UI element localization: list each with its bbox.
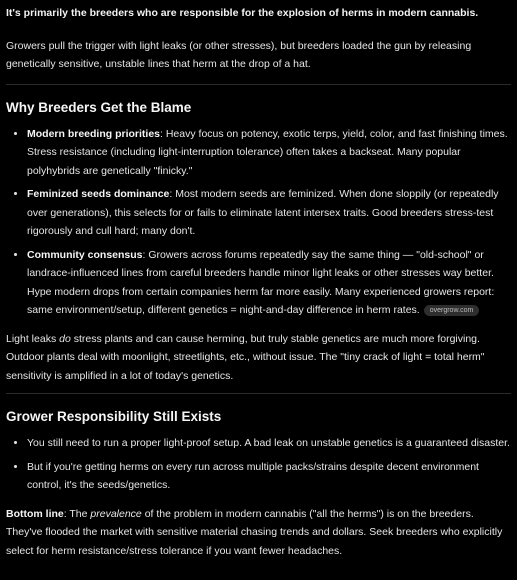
bottom-line-label: Bottom line [6,507,64,520]
list-item-text: : Most modern seeds are feminized. When done sloppily (or repeatedly over generations), this selects for or fails to eliminate latent intersex traits. Good breeders stress-test rigorously and cull hard; many don't. [27,188,499,237]
list-item-term: Community consensus [27,248,143,261]
list-item-text: : Heavy focus on potency, exotic terps, yield, color, and fast finishing times. Stress resistance (including light-interruption tolerance) often takes a backseat. Many popular polyhybrids are genetically "finicky." [27,127,508,177]
divider [6,84,511,85]
list-item-text: You still need to run a proper light-proof setup. A bad leak on unstable genetics is a guaranteed disaster. [27,437,510,449]
list-item [27,246,511,320]
breeders-list [6,125,511,320]
list-item [27,458,511,495]
list-item [27,125,511,181]
divider [6,393,511,394]
paragraph-text: : The [63,507,91,520]
bottom-line-paragraph [6,505,511,561]
emphasis-text: do [59,332,71,345]
section-heading-grower: Grower Responsibility Still Exists [6,409,222,424]
lead-statement: It's primarily the breeders who are responsible for the explosion of herms in modern cannabis. [6,7,479,19]
list-item-text: : Growers across forums repeatedly say the same thing — "old-school" or landrace-influenced lines from careful breeders handle minor light leaks or other stresses way better. Hype modern drops from certain companies herm far more easily. Many experienced growers report: same environment/setup, different genetics = night-and-day difference in herm rates. [27,248,495,316]
light-leaks-paragraph [6,330,511,386]
list-item-text: But if you're getting herms on every run across multiple packs/strains despite decent environment control, it's the seeds/genetics. [27,460,479,491]
list-item [27,434,511,453]
section-heading-breeders: Why Breeders Get the Blame [6,99,192,115]
list-item [27,185,511,241]
citation-badge[interactable]: overgrow.com [424,305,480,316]
paragraph-text: stress plants and can cause herming, but truly stable genetics are much more forgiving. Outdoor plants deal with moonlight, streetlights, etc., without issue. The "tiny crack of light = total herm" sensitivity is amplified in a lot of today's genetics. [6,332,485,382]
list-item-term: Modern breeding priorities [27,127,161,140]
paragraph-text: of the problem in modern cannabis ("all the herms") is on the breeders. They've flooded the market with sensitive material chasing trends and dollars. Seek breeders who explicitly select for herm resistance/stress tolerance if you want fewer headaches. [6,507,503,557]
emphasis-text: prevalence [90,507,142,520]
list-item-term: Feminized seeds dominance [27,188,170,200]
paragraph-text: Light leaks [6,332,60,345]
grower-list [6,434,511,495]
intro-paragraph: Growers pull the trigger with light leaks (or other stresses), but breeders loaded the gun by releasing genetically sensitive, unstable lines that herm at the drop of a hat. [6,39,472,70]
